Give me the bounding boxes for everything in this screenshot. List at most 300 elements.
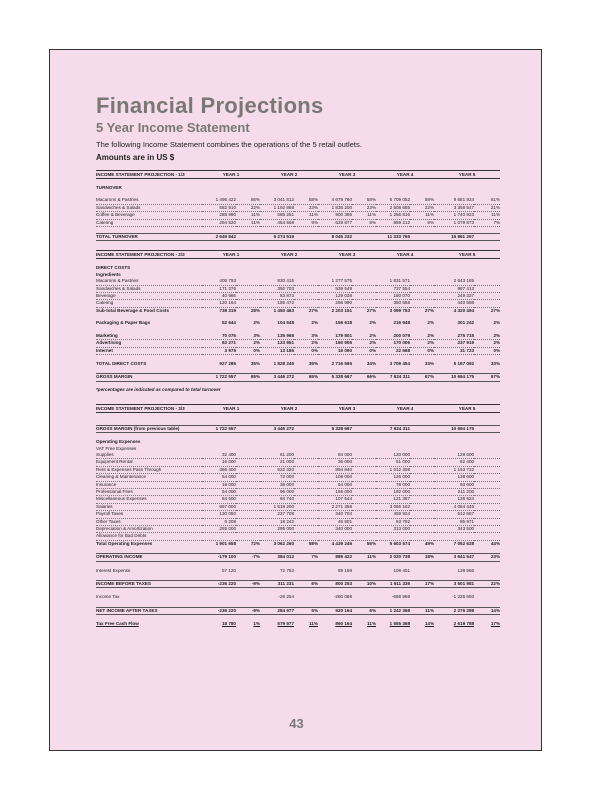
amount-cell: 96 000 — [260, 488, 294, 495]
amount-cell: 860 164 — [335, 621, 353, 627]
amount-cell: 629 877 — [318, 219, 352, 226]
row-label: TOTAL DIRECT COSTS — [96, 360, 147, 366]
percent-cell: 0% — [352, 347, 376, 354]
percent-cell: 3% — [236, 333, 260, 340]
income-table-2 — [96, 250, 500, 381]
percent-cell: 2% — [427, 320, 435, 326]
percent-cell — [236, 481, 260, 488]
amount-cell: 927 285 — [219, 360, 236, 366]
percent-cell: 66% — [352, 374, 376, 381]
percent-cell: 33% — [424, 360, 435, 366]
document-page — [49, 49, 542, 751]
amount-cell: 156 618 — [335, 320, 353, 326]
amount-cell: 211 200 — [434, 488, 474, 495]
percent-cell — [474, 293, 500, 300]
amount-cell: 1 192 868 — [260, 204, 294, 211]
row-label: Operating Expenses — [96, 439, 141, 445]
percent-cell: 18% — [410, 554, 434, 561]
percent-cell — [294, 488, 318, 495]
percent-cell — [474, 459, 500, 466]
amount-cell: 31 723 — [434, 347, 474, 354]
amount-cell: 3 501 981 — [434, 581, 474, 588]
table-row — [96, 219, 500, 226]
amount-cell: 171 376 — [202, 285, 236, 292]
amount-cell: 126 000 — [376, 474, 410, 481]
amount-cell: 108 000 — [318, 474, 352, 481]
percent-cell: 2% — [311, 320, 319, 326]
amount-cell: 16 090 — [318, 347, 352, 354]
percent-cell: 56% — [236, 197, 260, 204]
table-row — [96, 197, 500, 204]
percent-cell: 58% — [352, 197, 376, 204]
amount-cell: 830 415 — [260, 278, 294, 285]
section-title: INCOME STATEMENT PROJECTION - 2/3 — [96, 251, 202, 259]
percent-cell: 6% — [352, 607, 376, 614]
amount-cell: 1 256 816 — [376, 212, 410, 219]
amount-cell: 52 644 — [221, 320, 236, 326]
amount-cell: 5 328 667 — [318, 374, 352, 381]
percent-cell — [294, 518, 318, 525]
table-row — [96, 533, 500, 540]
percent-cell — [352, 474, 376, 481]
amount-cell: 889 422 — [318, 554, 352, 561]
percent-cell: 59% — [410, 197, 434, 204]
amount-cell: 6 709 052 — [376, 197, 410, 204]
amount-cell: 2 276 288 — [434, 607, 474, 614]
percent-cell — [474, 511, 500, 518]
percent-cell: 0% — [294, 347, 318, 354]
amount-cell: 85 971 — [434, 518, 474, 525]
year-header: YEAR 3 — [318, 404, 376, 412]
table-row — [96, 474, 500, 481]
amount-cell: 70 076 — [202, 333, 236, 340]
percent-cell — [410, 496, 434, 503]
percent-cell: 22% — [474, 581, 500, 588]
row-label: INCOME BEFORE TAXES — [96, 581, 202, 588]
percent-cell: 11% — [236, 219, 260, 226]
amount-cell: 386 400 — [202, 466, 236, 473]
amount-cell: 1 901 658 — [215, 540, 236, 546]
amount-cell: 156 000 — [318, 488, 352, 495]
percent-cell — [352, 526, 376, 533]
table-row — [96, 526, 500, 533]
percent-cell: 2% — [410, 340, 434, 347]
percent-note: *percentages are indicated as compared to total turnover — [96, 386, 221, 392]
percent-cell — [410, 300, 434, 307]
amount-cell: 579 977 — [277, 621, 295, 627]
percent-cell — [410, 518, 434, 525]
section-title: INCOME STATEMENT PROJECTION - 1/3 — [96, 171, 202, 179]
percent-cell — [352, 278, 376, 285]
amount-cell: 11 333 765 — [376, 234, 410, 241]
percent-cell — [352, 293, 376, 300]
amount-cell: 343 500 — [434, 526, 474, 533]
percent-cell: 10% — [352, 581, 376, 588]
amount-cell: 192 000 — [376, 488, 410, 495]
amount-cell: 3 041 812 — [260, 197, 294, 204]
row-label: Sandwiches & Salads — [96, 285, 202, 292]
row-label: Supplies — [96, 452, 202, 459]
table-row — [96, 234, 500, 241]
table-row — [96, 581, 500, 588]
table-row — [96, 459, 500, 466]
row-label: Macarons & Pastries — [96, 197, 202, 204]
amount-cell: 1 740 923 — [434, 212, 474, 219]
amount-cell: 1 722 557 — [202, 425, 236, 432]
amount-cell: 104 648 — [277, 320, 295, 326]
page-title: Financial Projections — [96, 93, 324, 118]
percent-cell: 11% — [410, 607, 434, 614]
row-label: Professional Fees — [96, 488, 202, 495]
amount-cell: 313 000 — [376, 526, 410, 533]
year-header: YEAR 1 — [202, 404, 260, 412]
percent-cell: 2% — [410, 333, 434, 340]
year-header: YEAR 2 — [260, 251, 318, 259]
percent-cell — [294, 300, 318, 307]
percent-cell: 2% — [352, 340, 376, 347]
row-label: Sub-total Beverage & Food Costs — [96, 307, 169, 313]
percent-cell — [352, 511, 376, 518]
amount-cell: 3 446 272 — [260, 374, 294, 381]
amount-cell: 78 000 — [376, 481, 410, 488]
amount-cell: 9 681 924 — [434, 197, 474, 204]
amount-cell: 22 668 — [376, 347, 410, 354]
table-row — [96, 278, 500, 285]
percent-cell — [474, 285, 500, 292]
percent-cell — [294, 496, 318, 503]
amounts-note: Amounts are in US $ — [96, 153, 175, 162]
amount-cell: 89 169 — [337, 567, 353, 573]
percent-cell — [294, 511, 318, 518]
amount-cell: 21 000 — [260, 459, 294, 466]
table-row — [96, 518, 500, 525]
amount-cell: 1 242 368 — [376, 607, 410, 614]
amount-cell: 454 568 — [260, 219, 294, 226]
table-row — [96, 307, 500, 314]
percent-cell: 44% — [490, 540, 501, 546]
row-label: GROSS MARGIN — [96, 374, 202, 381]
percent-cell — [410, 466, 434, 473]
amount-cell: 129 600 — [434, 452, 474, 459]
percent-cell: 23% — [352, 204, 376, 211]
amount-cell: 4 084 445 — [434, 503, 474, 510]
percent-cell: 14% — [474, 607, 500, 614]
amount-cell: 285 990 — [202, 212, 236, 219]
percent-cell: 21% — [474, 204, 500, 211]
percent-cell — [410, 285, 434, 292]
percent-cell: 22% — [410, 204, 434, 211]
amount-cell: 180 070 — [376, 293, 410, 300]
amount-cell: 72 782 — [279, 567, 295, 573]
row-label: Rent & Expenses Pass Through — [96, 466, 202, 473]
percent-cell — [294, 234, 318, 241]
amount-cell: 1 012 308 — [376, 466, 410, 473]
percent-cell: 72% — [250, 540, 261, 546]
table-row — [96, 425, 500, 432]
percent-cell: 2% — [253, 320, 261, 326]
amount-cell: 737 554 — [376, 285, 410, 292]
percent-cell — [294, 533, 318, 540]
amount-cell: 5 274 519 — [260, 234, 294, 241]
percent-cell: 14% — [424, 621, 435, 627]
amount-cell: 136 924 — [434, 496, 474, 503]
amount-cell: 5 167 092 — [453, 360, 475, 366]
year-header: YEAR 2 — [260, 404, 318, 412]
row-label: Macarons & Pastries — [96, 278, 202, 285]
amount-cell: 3 358 547 — [434, 204, 474, 211]
row-label: Catering — [96, 300, 202, 307]
percent-cell — [474, 300, 500, 307]
amount-cell: 5 603 574 — [389, 540, 411, 546]
row-label: Miscellaneous Expenses — [96, 496, 202, 503]
percent-cell — [352, 285, 376, 292]
amount-cell: -26 254 — [278, 594, 295, 600]
amount-cell: 93 600 — [434, 481, 474, 488]
row-label: Depreciation & Amortization — [96, 526, 202, 533]
amount-cell: 18 780 — [221, 621, 236, 627]
table-row — [96, 333, 500, 340]
percent-cell: 8% — [410, 219, 434, 226]
percent-cell: 5% — [294, 607, 318, 614]
row-label: Allowance for Bad Debts — [96, 533, 202, 540]
percent-cell — [410, 459, 434, 466]
amount-cell: 54 000 — [318, 481, 352, 488]
amount-cell: 83 873 — [260, 293, 294, 300]
amount-cell: 900 395 — [318, 212, 352, 219]
percent-cell — [352, 481, 376, 488]
amount-cell: 185 472 — [260, 300, 294, 307]
percent-cell — [236, 293, 260, 300]
percent-cell — [474, 526, 500, 533]
percent-cell — [410, 474, 434, 481]
amount-cell: 5 328 667 — [318, 425, 352, 432]
percent-cell — [236, 285, 260, 292]
row-label: Payroll Taxes — [96, 511, 202, 518]
percent-cell — [410, 425, 434, 432]
year-header: YEAR 4 — [376, 251, 434, 259]
percent-cell: 17% — [410, 581, 434, 588]
amount-cell: 32 400 — [202, 452, 236, 459]
table-header-row — [96, 171, 500, 179]
percent-cell — [474, 503, 500, 510]
amount-cell: 2 508 685 — [376, 204, 410, 211]
percent-cell — [294, 459, 318, 466]
percent-cell — [236, 518, 260, 525]
row-label: Coffee & Beverage — [96, 212, 202, 219]
percent-cell — [410, 293, 434, 300]
amount-cell: 2 619 788 — [453, 621, 475, 627]
percent-cell: 27% — [424, 307, 435, 313]
amount-cell: 340 704 — [318, 511, 352, 518]
amount-cell: 987 413 — [434, 285, 474, 292]
row-label: Beverage — [96, 293, 202, 300]
amount-cell: 84 000 — [318, 452, 352, 459]
amount-cell: 284 977 — [260, 607, 294, 614]
percent-cell — [352, 533, 376, 540]
amount-cell: 894 840 — [318, 466, 352, 473]
percent-cell — [236, 278, 260, 285]
percent-cell: 67% — [410, 374, 434, 381]
percent-cell: 27% — [366, 307, 377, 313]
percent-cell: 8% — [352, 219, 376, 226]
table-row — [96, 511, 500, 518]
percent-cell — [236, 503, 260, 510]
amount-cell: 160 905 — [318, 340, 352, 347]
amount-cell: 72 000 — [260, 474, 294, 481]
amount-cell: 123 951 — [260, 340, 294, 347]
row-label: Total Operating Expenses — [96, 540, 153, 546]
percent-cell: 11% — [474, 212, 500, 219]
percent-cell — [352, 452, 376, 459]
amount-cell: 3 066 162 — [376, 503, 410, 510]
amount-cell: 121 387 — [376, 496, 410, 503]
amount-cell: 5 208 — [202, 518, 236, 525]
amount-cell: -236 220 — [202, 607, 236, 614]
amount-cell: 275 715 — [434, 333, 474, 340]
amount-cell: 405 793 — [202, 278, 236, 285]
amount-cell: 3 641 547 — [434, 554, 474, 561]
year-header: YEAR 3 — [318, 251, 376, 259]
percent-cell: 7% — [294, 554, 318, 561]
amount-cell: 237 919 — [434, 340, 474, 347]
table-header-row — [96, 251, 500, 259]
table-row — [96, 300, 500, 307]
year-header: YEAR 2 — [260, 171, 318, 179]
percent-cell — [294, 285, 318, 292]
amount-cell: 46 801 — [318, 518, 352, 525]
table-row — [96, 540, 500, 547]
income-table-3 — [96, 404, 500, 628]
percent-cell: 11% — [352, 212, 376, 219]
percent-cell: 33% — [490, 360, 501, 366]
amount-cell: 2 271 358 — [318, 503, 352, 510]
amount-cell — [318, 533, 352, 540]
amount-cell: 62 400 — [434, 459, 474, 466]
amount-cell: 170 006 — [376, 340, 410, 347]
percent-cell — [352, 518, 376, 525]
amount-cell: 384 012 — [260, 554, 294, 561]
percent-cell — [236, 466, 260, 473]
percent-cell: 2% — [236, 340, 260, 347]
amount-cell: 1 722 557 — [202, 374, 236, 381]
percent-cell — [474, 488, 500, 495]
amount-cell: 1 828 246 — [273, 360, 295, 366]
row-label: Interest Expense — [96, 567, 131, 573]
amount-cell: 3 446 272 — [260, 425, 294, 432]
amount-cell: 1 835 200 — [318, 204, 352, 211]
amount-cell: 139 566 — [457, 567, 475, 573]
amount-cell: 1 079 873 — [434, 219, 474, 226]
amount-cell: 62 271 — [202, 340, 236, 347]
amount-cell: 1 831 571 — [376, 278, 410, 285]
amount-cell — [202, 533, 236, 540]
amount-cell: 54 000 — [202, 488, 236, 495]
percent-cell — [294, 293, 318, 300]
amount-cell: 539 549 — [318, 285, 352, 292]
year-header: YEAR 3 — [318, 171, 376, 179]
year-header: YEAR 5 — [434, 404, 500, 412]
percent-cell — [474, 425, 500, 432]
percent-cell: 11% — [410, 212, 434, 219]
amount-cell: 2 649 842 — [202, 234, 236, 241]
percent-cell: 35% — [308, 360, 319, 366]
amount-cell: 51 000 — [376, 459, 410, 466]
percent-cell: 2% — [474, 340, 500, 347]
amount-cell: 4 439 246 — [331, 540, 353, 546]
percent-cell: 11% — [294, 212, 318, 219]
year-header: YEAR 4 — [376, 404, 434, 412]
amount-cell: 15 861 267 — [434, 234, 474, 241]
amount-cell: 54 000 — [202, 474, 236, 481]
amount-cell: 350 558 — [376, 300, 410, 307]
amount-cell: 256 990 — [318, 300, 352, 307]
amount-cell: 138 600 — [434, 474, 474, 481]
table-row — [96, 452, 500, 459]
amount-cell: 18 000 — [202, 481, 236, 488]
amount-cell: 107 544 — [318, 496, 352, 503]
amount-cell — [260, 533, 294, 540]
percent-cell — [410, 234, 434, 241]
year-header: YEAR 5 — [434, 251, 500, 259]
percent-cell: 2% — [493, 320, 501, 326]
percent-cell: 27% — [308, 307, 319, 313]
row-label: TOTAL TURNOVER — [96, 234, 202, 241]
percent-cell — [294, 481, 318, 488]
row-label: Internet — [96, 347, 202, 354]
percent-cell — [236, 234, 260, 241]
table-row — [96, 374, 500, 381]
table-row — [96, 466, 500, 473]
amount-cell: 585 251 — [260, 212, 294, 219]
percent-cell — [352, 425, 376, 432]
percent-cell: 55% — [366, 540, 377, 546]
amount-cell: 130 050 — [202, 511, 236, 518]
table-row — [96, 503, 500, 510]
amount-cell: 440 588 — [434, 300, 474, 307]
income-table-1 — [96, 170, 500, 241]
percent-cell: 0% — [410, 347, 434, 354]
amount-cell: 1 496 422 — [202, 197, 236, 204]
amount-cell: 2 643 165 — [434, 278, 474, 285]
amount-cell: 612 667 — [434, 511, 474, 518]
row-label: Advertising — [96, 340, 202, 347]
income-statement-table — [96, 170, 500, 241]
percent-cell — [474, 474, 500, 481]
amount-cell — [434, 533, 474, 540]
percent-cell — [236, 452, 260, 459]
percent-cell: 2% — [474, 333, 500, 340]
percent-cell — [410, 526, 434, 533]
percent-cell: 28% — [250, 307, 261, 313]
percent-cell — [294, 474, 318, 481]
percent-cell: 34% — [366, 360, 377, 366]
amount-cell: 227 708 — [260, 511, 294, 518]
percent-cell — [474, 234, 500, 241]
table-row — [96, 554, 500, 561]
amount-cell: 84 600 — [202, 496, 236, 503]
amount-cell: 459 924 — [376, 511, 410, 518]
amount-cell: 4 320 494 — [453, 307, 475, 313]
year-header: YEAR 1 — [202, 251, 260, 259]
percent-cell: 22% — [236, 204, 260, 211]
percent-cell — [410, 278, 434, 285]
percent-cell — [410, 488, 434, 495]
amount-cell: 179 801 — [318, 333, 352, 340]
amount-cell: 7 624 311 — [376, 374, 410, 381]
percent-cell — [410, 533, 434, 540]
percent-cell — [294, 466, 318, 473]
amount-cell: 2 203 151 — [331, 307, 353, 313]
